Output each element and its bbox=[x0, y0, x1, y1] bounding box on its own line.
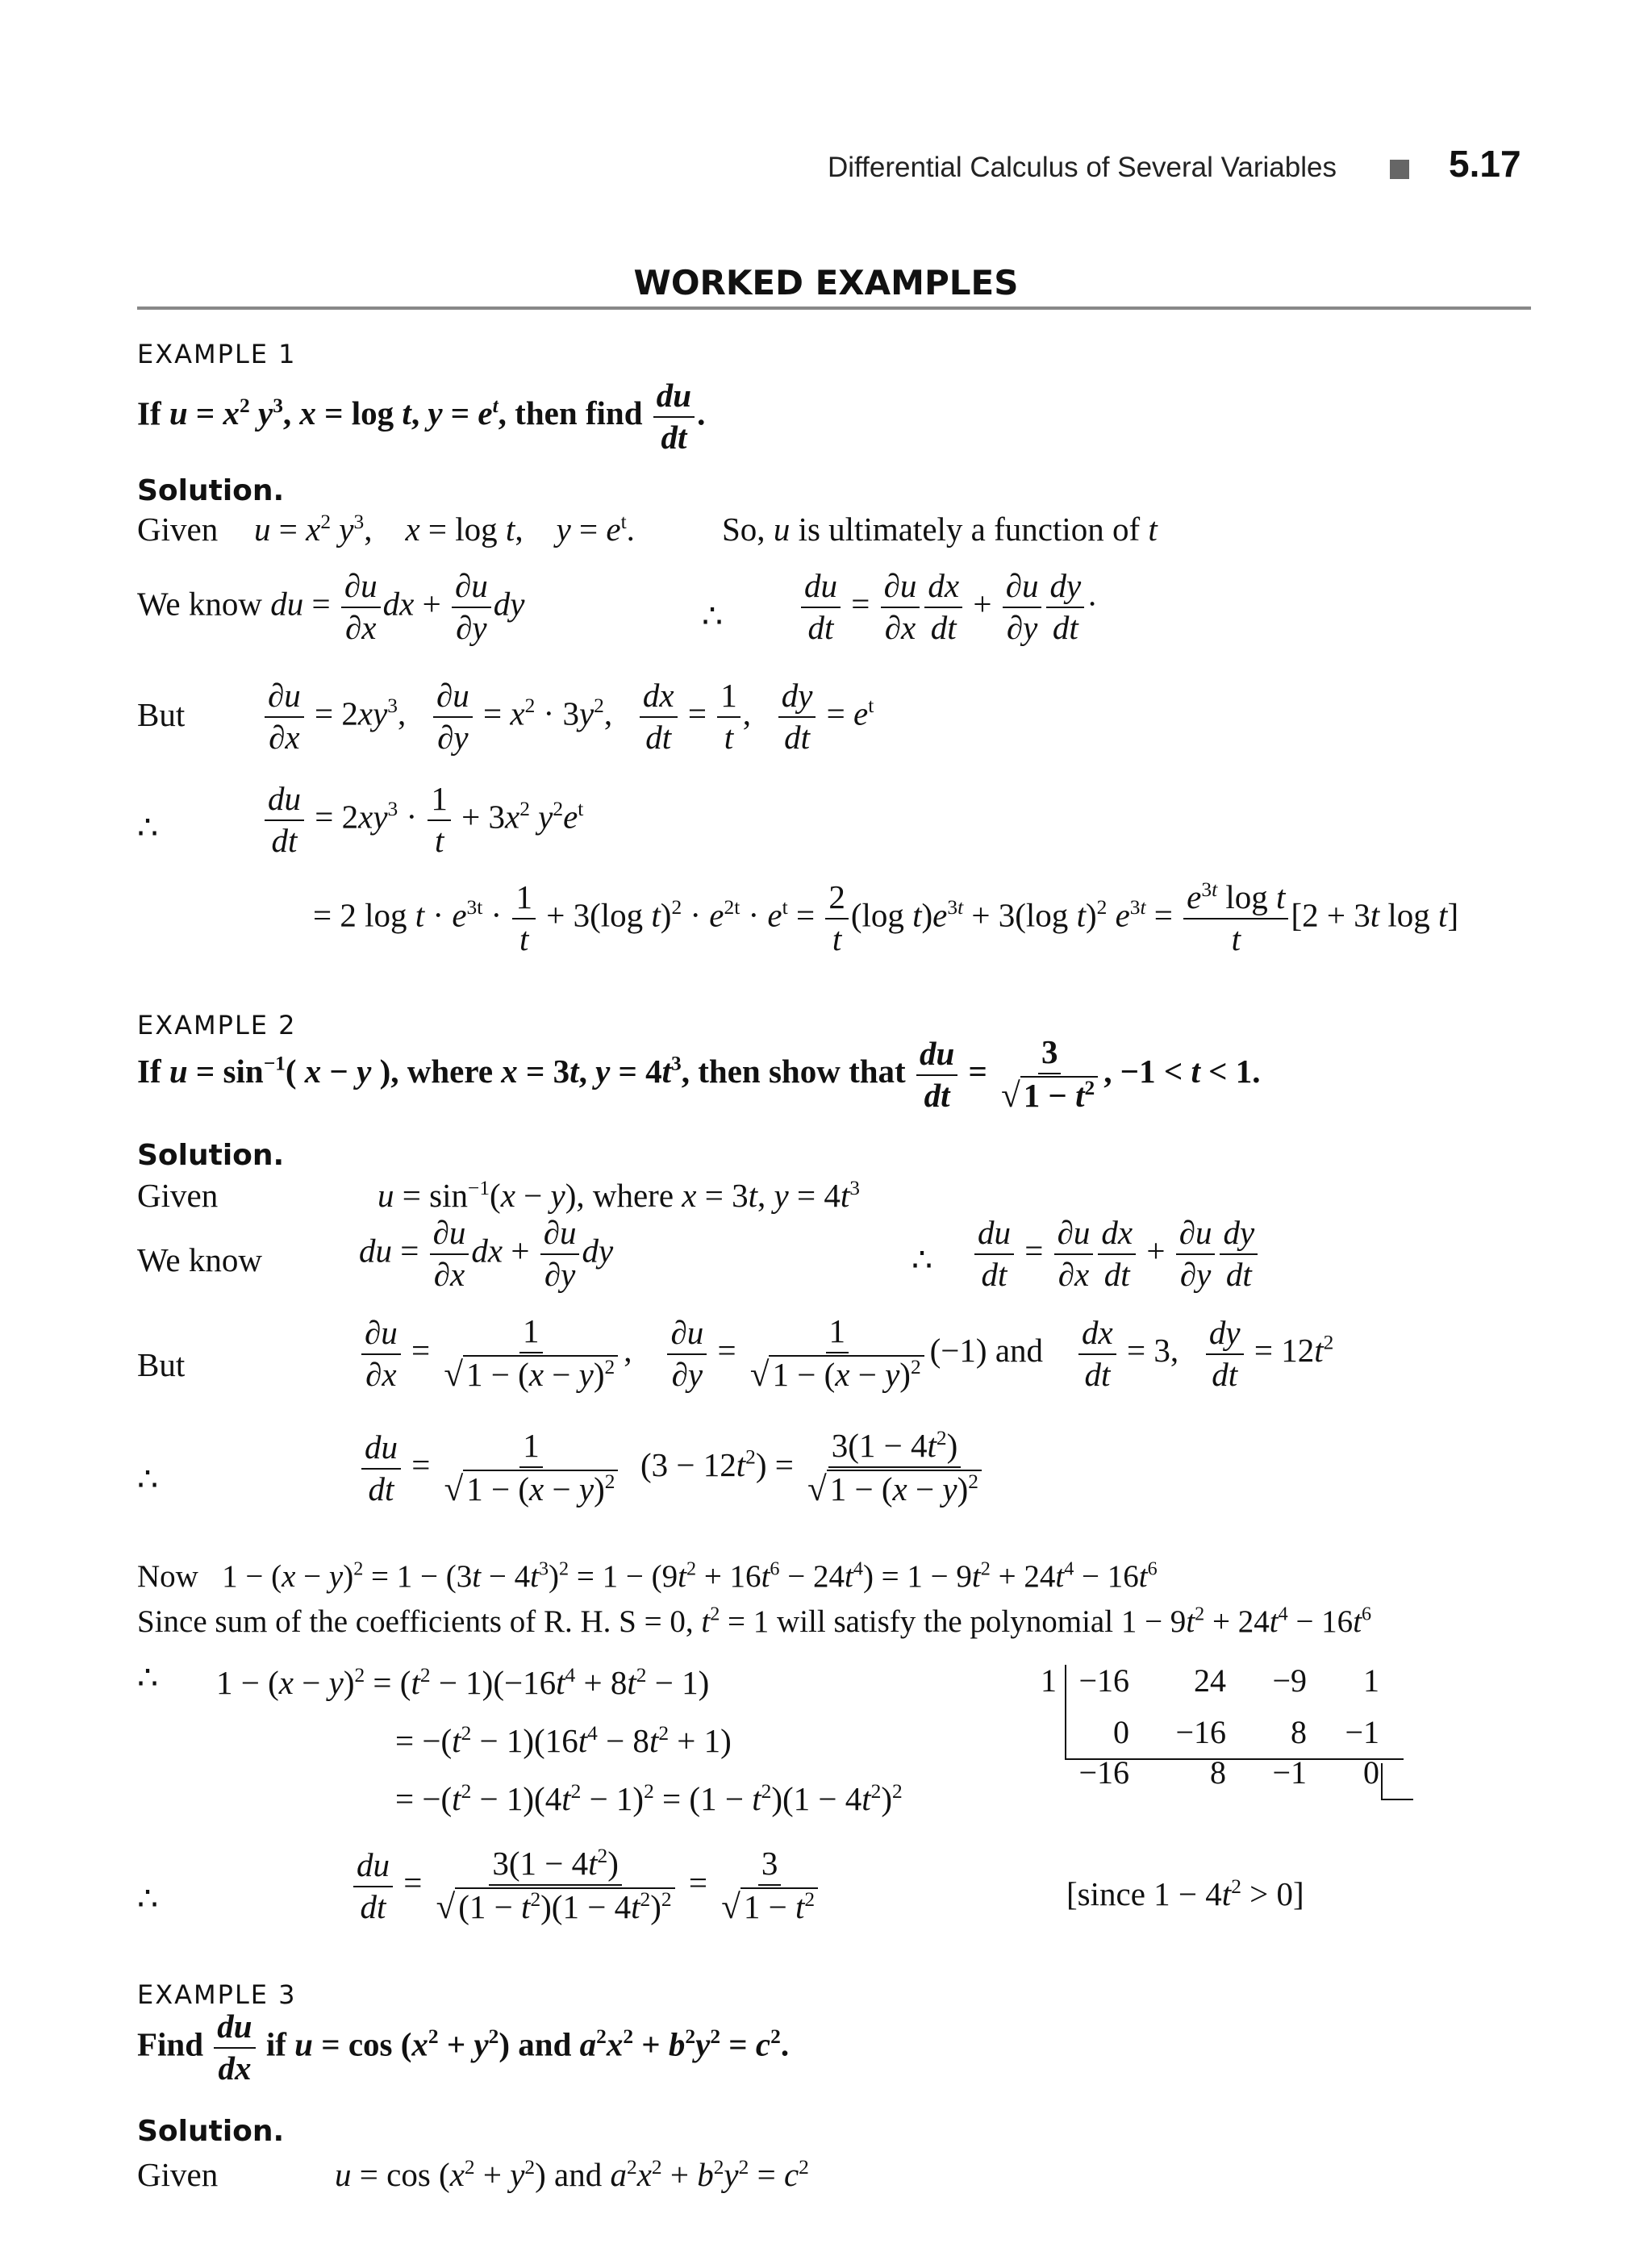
sd-r3-c2: 8 bbox=[1210, 1754, 1226, 1791]
example-2-partials: $\frac{\partial u}{\partial x}$ = $\frac{1}{√1 - (x - y)^2}$ , $\frac{\partial u}{\partial y}$ = $\frac{1}{√1 - (x - y)^2}$ (−1) and $\frac{dx}{dt}$ = 3, $\frac{dy}{dt}$ = $12t^2$ bbox=[359, 1313, 1333, 1395]
sd-r3-c1: −16 bbox=[1078, 1754, 1129, 1791]
page-number: 5.17 bbox=[1449, 143, 1521, 185]
example-2-derivative: $\frac{du}{dt}$ = $\frac{1}{√1 - (x - y)^2}$ $(3 - 12t^2)$ = $\frac{3(1 - 4t^2)}{√1 - (x - y)^2}$ bbox=[359, 1428, 987, 1509]
sd-r1-c4: 1 bbox=[1363, 1662, 1379, 1699]
example-3-problem: Find $\frac{du}{dx}$ if $u = \cos (x^2 + y^2)$ and $a^2x^2 + b^2y^2 = c^2$. bbox=[137, 2008, 790, 2087]
example-1-but-label: But bbox=[137, 696, 186, 733]
example-1-label: EXAMPLE 1 bbox=[137, 339, 297, 369]
section-divider bbox=[137, 306, 1531, 310]
example-2-chain-rule: $\frac{du}{dt}$ = $\frac{\partial u}{\partial x}$ $\frac{dx}{dt}$ + $\frac{\partial u}{\partial y}$ $\frac{dy}{dt}$ bbox=[972, 1215, 1260, 1294]
example-3-given-word: Given bbox=[137, 2156, 219, 2193]
example-2-factor-line3: = $-(t^2 - 1)(4t^2 - 1)^2 = (1 - t^2)(1 - 4t^2)^2$ bbox=[395, 1779, 903, 1817]
example-2-problem: If $u = \sin^{-1}$( x − y ), where x = 3t, $y = 4t^3$, then show that $\frac{du}{dt}$ = $\frac{3}{√1 - t^2}$ , −1 < t < 1. bbox=[137, 1033, 1261, 1115]
example-1-derivative-step1: $\frac{du}{dt}$ = $2xy^3$ · $\frac{1}{t}$ + $3x^2$ $y^2e^t$ bbox=[262, 781, 583, 860]
sd-r3-c3: −1 bbox=[1272, 1754, 1307, 1791]
example-1-given bbox=[137, 510, 218, 548]
example-2-therefore-2: ∴ bbox=[137, 1659, 159, 1696]
example-3-given-expr: $u = \cos (x^2 + y^2)$ and $a^2x^2 + b^2y^2 = c^2$ bbox=[335, 2155, 809, 2193]
sd-r2-c4: −1 bbox=[1345, 1714, 1379, 1750]
sd-r1-c1: −16 bbox=[1078, 1662, 1129, 1699]
example-2-now-line: Now $1 - (x - y)^2 = 1 - (3t - 4t^3)^2 = 1 - (9t^2 + 16t^6 - 24t^4) = 1 - 9t^2 + 24t^4 - 16t^6$ bbox=[137, 1558, 1158, 1594]
example-1-chain-rule: $\frac{du}{dt}$ = $\frac{\partial u}{\partial x}$ $\frac{dx}{dt}$ + $\frac{\partial u}{\partial y}$ $\frac{dy}{dt}$ · bbox=[799, 568, 1098, 647]
section-title: WORKED EXAMPLES bbox=[633, 263, 1019, 302]
example-2-given-expr: $u = \sin^{-1}(x - y)$, where x = 3t, $y = 4t^3$ bbox=[378, 1176, 860, 1214]
example-2-factor-line2: = $-(t^2 - 1)(16t^4 - 8t^2 + 1)$ bbox=[395, 1721, 732, 1759]
problem-body: $u = x^2$ $y^3$, x = log t, $y = e^t$, then find bbox=[169, 394, 643, 432]
example-2-given-word: Given bbox=[137, 1177, 219, 1214]
example-1-therefore: ∴ bbox=[137, 809, 159, 846]
example-2-we-know: We know bbox=[137, 1241, 262, 1278]
example-2-label: EXAMPLE 2 bbox=[137, 1010, 297, 1040]
we-know-word: We know bbox=[137, 585, 262, 623]
running-header-title: Differential Calculus of Several Variables bbox=[828, 152, 1337, 183]
sd-r1-c3: −9 bbox=[1272, 1662, 1307, 1699]
therefore-symbol-2: ∴ bbox=[912, 1241, 933, 1278]
example-2-but-label: But bbox=[137, 1346, 186, 1383]
sd-r2-c1: 0 bbox=[1113, 1714, 1129, 1750]
example-2-factor-line1: $1 - (x - y)^2 = (t^2 - 1)(-16t^4 + 8t^2 - 1)$ bbox=[216, 1663, 710, 1701]
example-1-partials: $\frac{\partial u}{\partial x}$ = $2xy^3$, $\frac{\partial u}{\partial y}$ = $x^2 \cdot 3y^2$, $\frac{dx}{dt}$ = $\frac{1}{t}$ , $\frac{dy}{dt}$ = $e^t$ bbox=[262, 678, 874, 757]
given-word: Given bbox=[137, 511, 219, 548]
example-2-therefore-3: ∴ bbox=[137, 1880, 159, 1917]
sd-r2-c3: 8 bbox=[1291, 1714, 1307, 1750]
problem-prefix-3: Find bbox=[137, 2025, 204, 2063]
example-1-given-expr: $u = x^2$ $y^3$, x = log t, $y = e^t$. bbox=[254, 510, 635, 548]
example-1-problem: If $u = x^2$ $y^3$, x = log t, $y = e^t$, then find $\frac{du}{dt}$ . bbox=[137, 377, 706, 456]
sd-r2-c2: −16 bbox=[1175, 1714, 1226, 1750]
example-3-label: EXAMPLE 3 bbox=[137, 1979, 297, 2010]
synthetic-divisor: 1 bbox=[1041, 1662, 1057, 1699]
example-2-since-line: Since sum of the coefficients of R. H. S = 0, $t^2 = 1$ will satisfy the polynomial $1 - 9t^2 + 24t^4 - 16t^6$ bbox=[137, 1603, 1372, 1639]
example-2-therefore-1: ∴ bbox=[137, 1461, 159, 1498]
sd-r1-c2: 24 bbox=[1194, 1662, 1226, 1699]
example-1-given-note: So, u is ultimately a function of t bbox=[722, 511, 1158, 548]
du-dt-fraction: $\frac{du}{dt}$ bbox=[653, 377, 695, 457]
example-2-total-differential: du = $\frac{\partial u}{\partial x}$ dx + $\frac{\partial u}{\partial y}$ dy bbox=[359, 1214, 614, 1293]
synthetic-division bbox=[1041, 1660, 1420, 1813]
therefore-symbol: ∴ bbox=[702, 598, 724, 635]
example-2-final-result: $\frac{du}{dt}$ = $\frac{3(1 - 4t^2)}{√(1 - t^2)(1 - 4t^2)^2}$ = $\frac{3}{√1 - t^2}$ bbox=[351, 1845, 824, 1927]
example-3-solution-label: Solution. bbox=[137, 2115, 285, 2148]
example-2-solution-label: Solution. bbox=[137, 1139, 285, 1172]
example-1-solution-label: Solution. bbox=[137, 474, 285, 507]
sd-r3-c4: 0 bbox=[1363, 1754, 1379, 1791]
example-2-since-note: [since $1 - 4t^2 > 0$] bbox=[1066, 1874, 1304, 1912]
problem-prefix: If bbox=[137, 394, 161, 432]
header-square-icon bbox=[1390, 160, 1409, 179]
example-1-derivative-step2: = 2 $\log t \cdot e^{3t}$ · $\frac{1}{t}$ + 3(log $t)^2 \cdot e^{2t} \cdot e^t$ = $\frac{2}{t}$ (log $t)e^{3t} + 3(\log$ t)$^2$ $e^{3t}$ = $\frac{e^{3t} \log t}{t}$ [2 + 3t log t] bbox=[313, 878, 1459, 957]
example-1-we-know: We know du = $\frac{\partial u}{\partial x}$ dx + $\frac{\partial u}{\partial y}$ dy bbox=[137, 567, 525, 646]
